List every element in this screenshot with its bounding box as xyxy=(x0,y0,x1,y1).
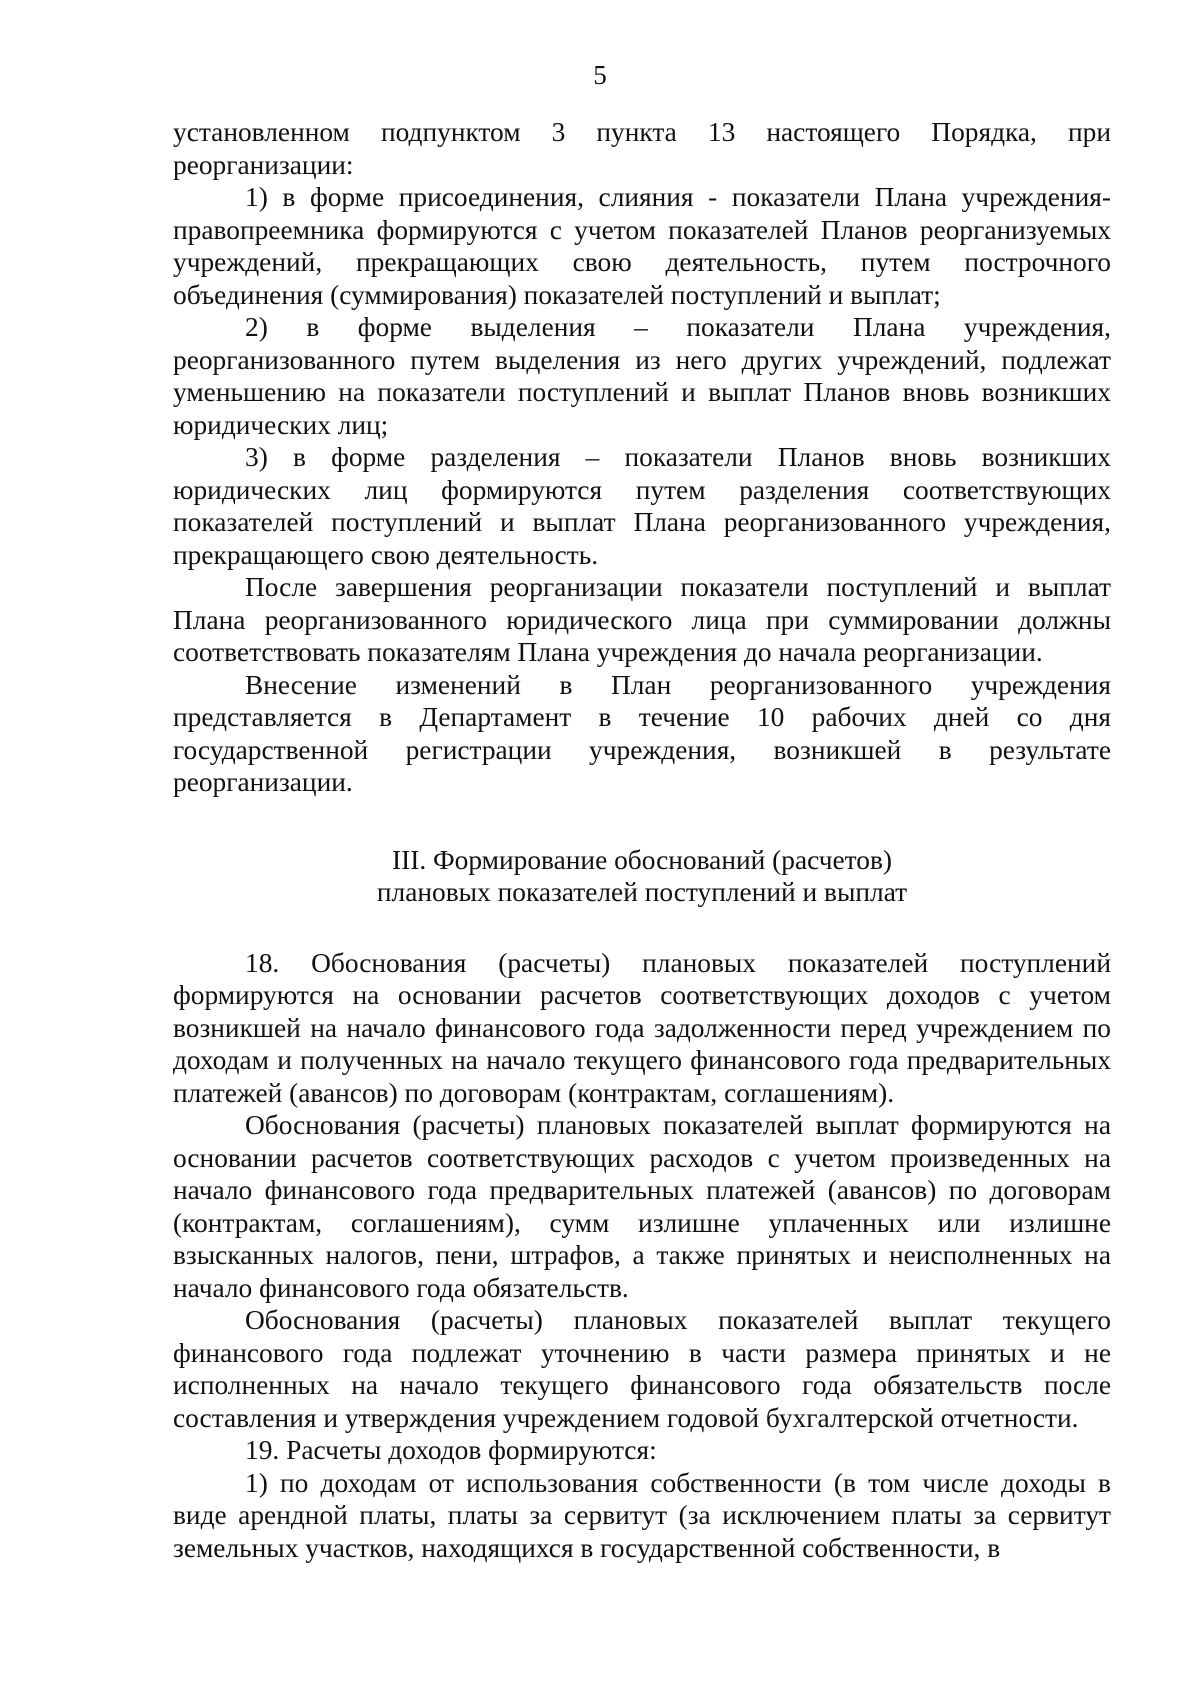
paragraph-after-reorganization: После завершения реорганизации показатели поступлений и выплат Плана реорганизованного юридического лица при суммировании должны соответствовать показателям Плана учреждения до начала реорганизации. xyxy=(173,572,1111,667)
page-number: 5 xyxy=(593,60,607,90)
paragraph-item-3: 3) в форме разделения – показатели Планов вновь возникших юридических лиц формируются путем разделения соответствующих показателей поступлений и выплат Плана реорганизованного учреждения, прекращающего свою деятельность. xyxy=(173,442,1111,570)
paragraph-continuation: установленном подпунктом 3 пункта 13 настоящего Порядка, при реорганизации: xyxy=(173,117,1111,180)
paragraph-item-1: 1) в форме присоединения, слияния - показатели Плана учреждения-правопреемника формируются с учетом показателей Планов реорганизуемых учреждений, прекращающих свою деятельность, путем построчного объединения (суммирования) показателей поступлений и выплат; xyxy=(173,182,1111,310)
paragraph-payments-clarification: Обоснования (расчеты) плановых показателей выплат текущего финансового года подлежат уточнению в части размера принятых и не исполненных на начало текущего финансового года обязательств после составления и утверждения учреждением годовой бухгалтерской отчетности. xyxy=(173,1305,1111,1433)
section-heading-line-2: плановых показателей поступлений и выплат xyxy=(376,877,908,907)
document-body xyxy=(173,116,1111,1564)
paragraph-19-item-1: 1) по доходам от использования собственности (в том числе доходы в виде арендной платы, платы за сервитут (за исключением платы за сервитут земельных участков, находящихся в государственной собственности, в xyxy=(173,1467,1111,1563)
paragraph-payments-justification: Обоснования (расчеты) плановых показателей выплат формируются на основании расчетов соответствующих расходов с учетом произведенных на начало финансового года предварительных платежей (авансов) по договорам (контрактам, соглашениям), сумм излишне уплаченных или излишне взысканных налогов, пени, штрафов, а также принятых и неисполненных на начало финансового года обязательств. xyxy=(173,1110,1111,1303)
paragraph-19: 19. Расчеты доходов формируются: xyxy=(245,1435,657,1465)
paragraph-item-2: 2) в форме выделения – показатели Плана учреждения, реорганизованного путем выделения из него других учреждений, подлежат уменьшению на показатели поступлений и выплат Планов вновь возникших юридических лиц; xyxy=(173,312,1111,440)
paragraph-changes-submission: Внесение изменений в План реорганизованного учреждения представляется в Департамент в течение 10 рабочих дней со дня государственной регистрации учреждения, возникшей в результате реорганизации. xyxy=(173,669,1111,797)
section-heading-line-1: III. Формирование обоснований (расчетов) xyxy=(391,844,893,875)
section-heading xyxy=(173,844,1111,909)
paragraph-18: 18. Обоснования (расчеты) плановых показателей поступлений формируются на основании расчетов соответствующих доходов с учетом возникшей на начало финансового года задолженности перед учреждением по доходам и полученных на начало текущего финансового года предварительных платежей (авансов) по договорам (контрактам, соглашениям). xyxy=(173,947,1111,1108)
